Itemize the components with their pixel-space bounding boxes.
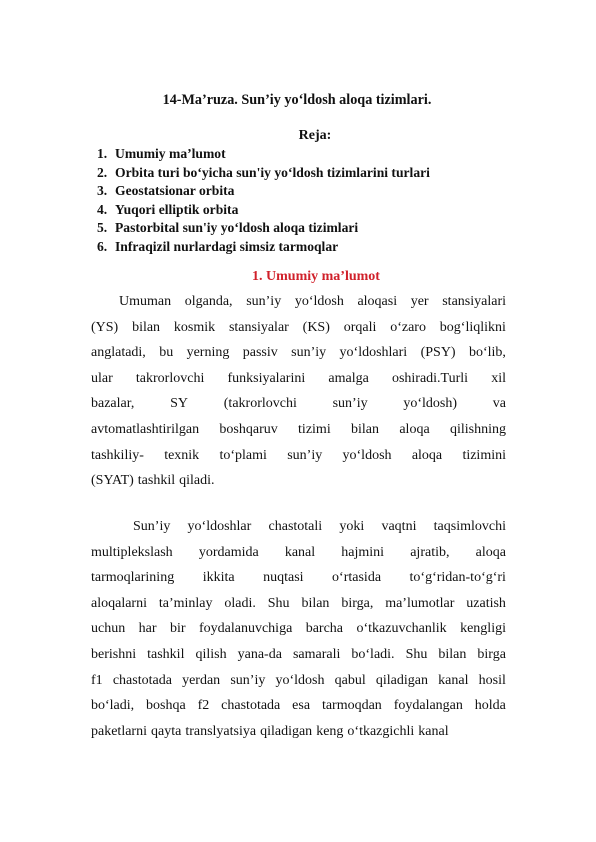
plan-item-number: 3. xyxy=(97,183,108,199)
word: yo‘ldosh xyxy=(294,294,344,309)
word: orqali xyxy=(343,319,377,335)
word: qabul xyxy=(334,672,366,688)
word: sun’iy xyxy=(230,672,266,688)
word: sun’iy xyxy=(291,345,327,361)
word: foydalangan xyxy=(393,698,463,714)
word: nuqtasi xyxy=(263,570,304,586)
paragraph-line xyxy=(91,693,506,719)
word: tashkil xyxy=(147,646,185,662)
word: (takrorlovchi xyxy=(223,396,297,412)
lecture-title xyxy=(0,92,596,109)
plan-item xyxy=(97,219,430,238)
word: boshqaruv xyxy=(219,421,278,437)
word: yo‘ldosh xyxy=(275,672,325,688)
word: keng xyxy=(316,723,344,739)
word: f2 xyxy=(197,698,210,714)
paragraph-line xyxy=(91,443,506,469)
word: f1 xyxy=(91,672,103,688)
word: kengligi xyxy=(460,621,506,637)
word: yo‘ldoshlar xyxy=(187,519,252,534)
paragraph-line xyxy=(91,417,506,443)
plan-item-text: Umumiy ma’lumot xyxy=(115,146,226,161)
plan-item-number: 2. xyxy=(97,164,108,180)
word: (SYAT) xyxy=(91,473,134,489)
plan-item xyxy=(97,201,430,220)
paragraph-line xyxy=(91,340,506,366)
word: tarmoqlarining xyxy=(91,570,175,586)
plan-item-number: 5. xyxy=(97,220,108,236)
plan-item-text: Yuqori elliptik orbita xyxy=(115,201,239,217)
word: holda xyxy=(474,698,506,714)
word: bilan xyxy=(301,595,330,611)
word: qiladigan xyxy=(260,723,313,739)
word: o‘tkazuvchanlik xyxy=(356,621,447,637)
word: sun’iy xyxy=(332,396,368,412)
paragraph-line xyxy=(91,565,506,591)
word: yordamida xyxy=(198,544,259,560)
word: barcha xyxy=(305,621,344,637)
word: yana-da xyxy=(237,646,282,662)
word: anglatadi, xyxy=(91,345,146,361)
word: birga xyxy=(477,646,506,662)
word: to‘plami xyxy=(219,447,267,463)
word: texnik xyxy=(164,447,200,463)
paragraph-line xyxy=(91,289,506,315)
word: Sun’iy xyxy=(133,519,171,534)
word: uzatish xyxy=(466,595,506,611)
plan-item-number: 4. xyxy=(97,201,108,217)
paragraph-line xyxy=(91,391,506,417)
paragraph-line xyxy=(91,591,506,617)
word: Shu xyxy=(405,646,428,662)
word: bilan xyxy=(438,646,467,662)
word: avtomatlashtirilgan xyxy=(91,421,200,437)
word: tashkiliy- xyxy=(91,447,144,463)
word: funksiyalarini xyxy=(227,370,306,386)
word: yerdan xyxy=(182,672,221,688)
word: tizimi xyxy=(298,421,331,437)
plan-item xyxy=(97,238,430,257)
word: Umuman xyxy=(119,294,172,309)
plan-item-text: Geostatsionar orbita xyxy=(115,183,235,199)
word: o‘zaro xyxy=(390,319,426,335)
paragraph-line xyxy=(91,719,506,745)
word: oladi. xyxy=(224,595,256,611)
word: foydalanuvchiga xyxy=(198,621,293,637)
word: olganda, xyxy=(184,294,233,309)
word: qiladi. xyxy=(179,473,215,489)
word: bu xyxy=(159,345,174,361)
word: translyatsiya xyxy=(185,723,257,739)
word: taqsimlovchi xyxy=(433,519,506,534)
word: boshqa xyxy=(146,698,186,714)
body-paragraph-2 xyxy=(91,514,506,744)
section-heading: 1. Umumiy ma’lumot xyxy=(252,269,380,284)
word: qiladigan xyxy=(375,672,429,688)
word: chastotada xyxy=(112,672,172,688)
word: bilan xyxy=(132,319,161,335)
word: (KS) xyxy=(302,319,330,335)
word: sun’iy xyxy=(246,294,282,309)
paragraph-line xyxy=(91,366,506,392)
word: qilishning xyxy=(449,421,506,437)
word: o‘rtasida xyxy=(332,570,382,586)
paragraph-line xyxy=(91,668,506,694)
word: yerning xyxy=(186,345,230,361)
word: bo‘ladi, xyxy=(91,698,135,714)
word: hajmini xyxy=(341,544,385,560)
word: yo‘ldosh) xyxy=(403,396,458,412)
paragraph-line xyxy=(91,642,506,668)
word: multiplekslash xyxy=(91,544,173,560)
word: tarmoqdan xyxy=(321,698,382,714)
word: berishni xyxy=(91,646,137,662)
plan-item-text: Pastorbital sun'iy yo‘ldosh aloqa tizimlari xyxy=(115,220,359,236)
word: yoki xyxy=(339,519,365,534)
paragraph-line xyxy=(91,315,506,341)
word: aloqasi xyxy=(357,294,398,309)
word: amalga xyxy=(328,370,369,386)
paragraph-line xyxy=(91,616,506,642)
word: hosil xyxy=(478,672,506,688)
word: bog‘liqlikni xyxy=(439,319,506,335)
plan-item xyxy=(97,182,430,201)
word: ma’lumotlar xyxy=(385,595,455,611)
word: chastotada xyxy=(221,698,281,714)
plan-item xyxy=(97,164,430,183)
word: to‘g‘ridan-to‘g‘ri xyxy=(409,570,506,586)
paragraph-line xyxy=(91,514,506,540)
word: ikkita xyxy=(202,570,235,586)
word: kanal xyxy=(438,672,469,688)
paragraph-line xyxy=(91,468,506,494)
plan-item-number: 1. xyxy=(97,146,108,161)
word: takrorlovchi xyxy=(135,370,205,386)
plan-item xyxy=(97,145,430,164)
word: esa xyxy=(292,698,311,714)
word: tizimini xyxy=(462,447,506,463)
body-paragraph-1 xyxy=(91,289,506,494)
word: SY xyxy=(170,396,189,412)
word: kanal xyxy=(418,723,449,739)
word: kosmik xyxy=(173,319,216,335)
word: qayta xyxy=(150,723,182,739)
word: bo‘lib, xyxy=(468,345,506,361)
word: passiv xyxy=(242,345,278,361)
word: tashkil xyxy=(137,473,176,489)
word: aloqa xyxy=(399,421,430,437)
word: bo‘ladi. xyxy=(351,646,395,662)
word: kanal xyxy=(284,544,316,560)
word: har xyxy=(138,621,157,637)
word: sun’iy xyxy=(287,447,323,463)
word: paketlarni xyxy=(91,723,147,739)
word: vaqtni xyxy=(381,519,417,534)
word: bilan xyxy=(351,421,380,437)
plan-heading: Reja: xyxy=(298,128,332,143)
word: stansiyalari xyxy=(442,294,506,309)
word: yer xyxy=(410,294,429,309)
word: aloqa xyxy=(411,447,443,463)
word: o‘tkazgichli xyxy=(347,723,415,739)
word: bir xyxy=(169,621,186,637)
plan-item-text: Infraqizil nurlardagi simsiz tarmoqlar xyxy=(115,238,339,254)
paragraph-line xyxy=(91,540,506,566)
word: chastotali xyxy=(268,519,323,534)
word: yo‘ldoshlari xyxy=(339,345,408,361)
plan-item-number: 6. xyxy=(97,238,108,254)
lecture-title-text: 14-Ma’ruza. Sun’iy yo‘ldosh aloqa tizimlari. xyxy=(162,92,432,108)
word: yo‘ldosh xyxy=(342,447,392,463)
word: (PSY) xyxy=(420,345,456,361)
word: stansiyalar xyxy=(228,319,289,335)
plan-item-text: Orbita turi bo‘yicha sun'iy yo‘ldosh tizimlarini turlari xyxy=(115,164,430,180)
word: ular xyxy=(91,370,113,386)
word: qilish xyxy=(195,646,227,662)
plan-list xyxy=(97,145,430,257)
word: bazalar, xyxy=(91,396,135,412)
word: birga, xyxy=(341,595,374,611)
word: uchun xyxy=(91,621,126,637)
word: (YS) xyxy=(91,319,119,335)
word: ta’minlay xyxy=(158,595,213,611)
word: aloqalarni xyxy=(91,595,147,611)
word: oshiradi.Turli xyxy=(391,370,469,386)
word: aloqa xyxy=(475,544,506,560)
word: ajratib, xyxy=(410,544,450,560)
word: Shu xyxy=(267,595,290,611)
word: samarali xyxy=(292,646,341,662)
word: xil xyxy=(491,370,506,386)
word: va xyxy=(492,396,506,412)
